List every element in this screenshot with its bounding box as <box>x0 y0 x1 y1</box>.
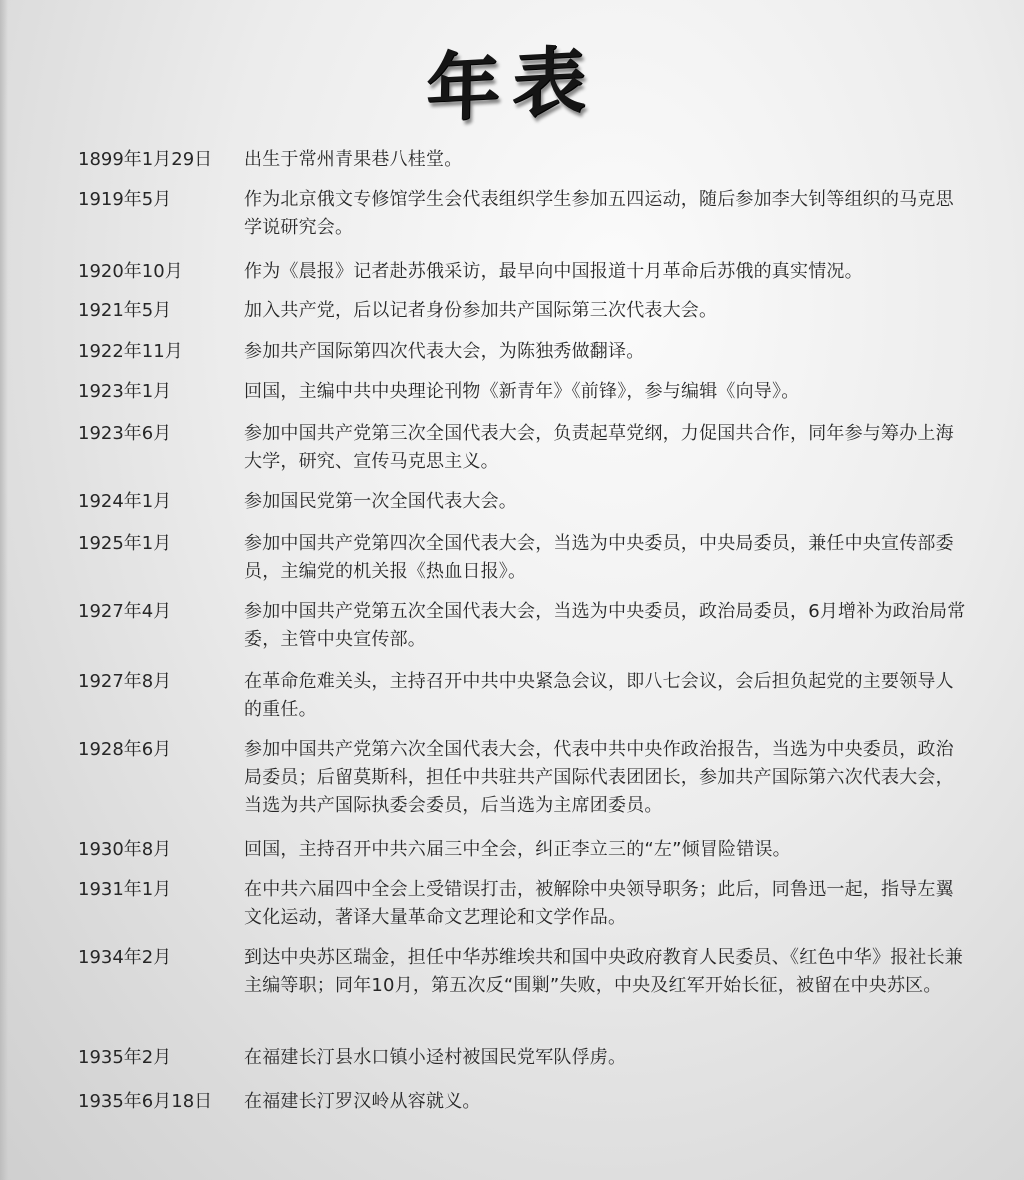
entry-date: 1924年1月 <box>78 491 172 512</box>
entry-date: 1927年4月 <box>78 601 172 622</box>
entry-date: 1935年2月 <box>78 1047 172 1068</box>
entry-text: 加入共产党，后以记者身份参加共产国际第三次代表大会。 <box>244 300 718 321</box>
entry-text: 作为《晨报》记者赴苏俄采访，最早向中国报道十月革命后苏俄的真实情况。 <box>244 261 863 282</box>
entry-date: 1927年8月 <box>78 671 172 692</box>
entry-date: 1899年1月29日 <box>78 149 213 170</box>
entry-text: 参加共产国际第四次代表大会，为陈独秀做翻译。 <box>244 341 645 362</box>
entry-date: 1935年6月18日 <box>78 1091 213 1112</box>
entry-text: 在革命危难关头，主持召开中共中央紧急会议，即八七会议，会后担负起党的主要领导人的重任。 <box>244 671 954 720</box>
entry-date: 1921年5月 <box>78 300 172 321</box>
entry-date: 1923年6月 <box>78 423 172 444</box>
entry-text: 在福建长汀罗汉岭从容就义。 <box>244 1091 481 1112</box>
entry-date: 1931年1月 <box>78 879 172 900</box>
entry-date: 1930年8月 <box>78 839 172 860</box>
entry-text: 到达中央苏区瑞金，担任中华苏维埃共和国中央政府教育人民委员、《红色中华》报社长兼主编等职；同年10月，第五次反“围剿”失败，中央及红军开始长征，被留在中央苏区。 <box>244 947 963 996</box>
entry-date: 1920年10月 <box>78 261 183 282</box>
entry-text: 参加中国共产党第三次全国代表大会，负责起草党纲，力促国共合作，同年参与筹办上海大学，研究、宣传马克思主义。 <box>244 423 954 472</box>
entry-date: 1923年1月 <box>78 381 172 402</box>
entry-text: 参加中国共产党第六次全国代表大会，代表中共中央作政治报告，当选为中央委员，政治局委员；后留莫斯科，担任中共驻共产国际代表团团长，参加共产国际第六次代表大会，当选为共产国际执委会委员，后当选为主席团委员。 <box>244 739 954 816</box>
entry-text: 回国，主持召开中共六届三中全会，纠正李立三的“左”倾冒险错误。 <box>244 839 791 860</box>
entry-date: 1934年2月 <box>78 947 172 968</box>
entry-date: 1922年11月 <box>78 341 183 362</box>
page-title: 年表 <box>425 37 599 133</box>
entry-text: 在福建长汀县水口镇小迳村被国民党军队俘虏。 <box>244 1047 627 1068</box>
entry-text: 参加国民党第一次全国代表大会。 <box>244 491 517 512</box>
entry-text: 在中共六届四中全会上受错误打击，被解除中央领导职务；此后，同鲁迅一起，指导左翼文化运动，著译大量革命文艺理论和文学作品。 <box>244 879 954 928</box>
entry-text: 作为北京俄文专修馆学生会代表组织学生参加五四运动，随后参加李大钊等组织的马克思学说研究会。 <box>244 189 954 238</box>
entry-date: 1919年5月 <box>78 189 172 210</box>
entry-date: 1925年1月 <box>78 533 172 554</box>
entry-date: 1928年6月 <box>78 739 172 760</box>
entry-text: 出生于常州青果巷八桂堂。 <box>244 149 463 170</box>
entry-text: 参加中国共产党第四次全国代表大会，当选为中央委员，中央局委员，兼任中央宣传部委员，主编党的机关报《热血日报》。 <box>244 533 954 582</box>
entry-text: 参加中国共产党第五次全国代表大会，当选为中央委员，政治局委员，6月增补为政治局常委，主管中央宣传部。 <box>244 601 966 650</box>
entry-text: 回国，主编中共中央理论刊物《新青年》《前锋》，参与编辑《向导》。 <box>244 381 800 402</box>
